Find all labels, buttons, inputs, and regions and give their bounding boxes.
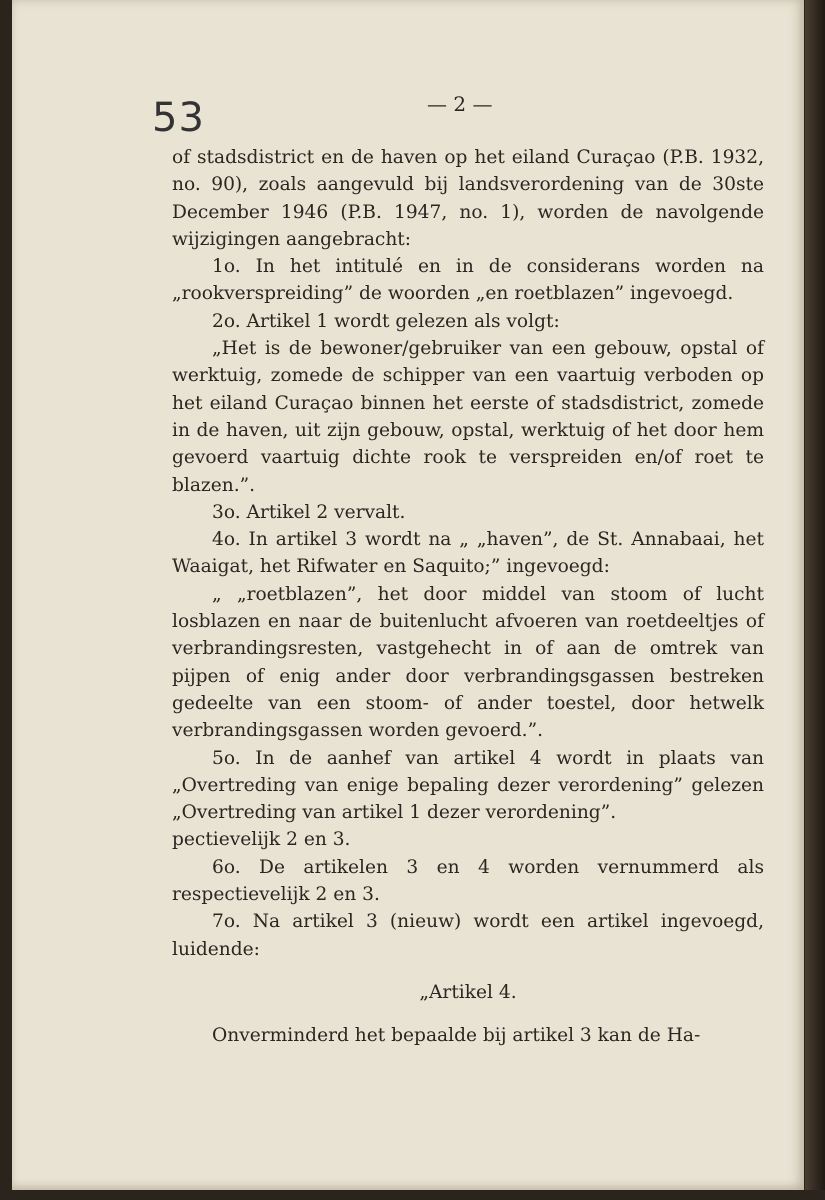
document-page: [12, 0, 804, 1190]
paragraph-item-4: 4o. In artikel 3 wordt na „ „haven”, de St. Annabaai, het Waaigat, het Rifwater en Saquito;” ingevoegd:: [172, 529, 764, 578]
paragraph-article-4-start: Onverminderd het bepaalde bij artikel 3 kan de Ha-: [212, 1025, 701, 1047]
paragraph-quote-roetblazen: „ „roetblazen”, het door middel van stoom of lucht losblazen en naar de buitenlucht afvoeren van roetdeeltjes of verbrandingsresten, vastgehecht in of aan de omtrek van pijpen of enig ander door verbrandingsgassen bestreken gedeelte van een stoom- of ander toestel, door hetwelk verbrandingsgassen worden gevoerd.”.: [172, 583, 764, 742]
paragraph-item-7: 7o. Na artikel 3 (nieuw) wordt een artikel ingevoegd, luidende:: [172, 911, 764, 960]
article-heading: „Artikel 4.: [419, 981, 517, 1003]
paragraph-item-3: 3o. Artikel 2 vervalt.: [212, 501, 406, 523]
paragraph-item-5: 5o. In de aanhef van artikel 4 wordt in plaats van „Overtreding van enige bepaling dezer verordening” gelezen „Overtreding van artikel 1 dezer verordening”.: [172, 747, 764, 824]
paragraph-item-2: 2o. Artikel 1 wordt gelezen als volgt:: [212, 310, 560, 332]
paragraph-quote-artikel-1: „Het is de bewoner/gebruiker van een gebouw, opstal of werktuig, zomede de schipper van een vaartuig verboden op het eiland Curaçao binnen het eerste of stadsdistrict, zomede in de haven, uit zijn gebouw, opstal, werktuig of het door hem gevoerd vaartuig dichte rook te verspreiden en/of roet te blazen.”.: [172, 338, 764, 496]
paragraph-intro: of stadsdistrict en de haven op het eiland Curaçao (P.B. 1932, no. 90), zoals aangevuld bij landsverordening van de 30ste December 1946 (P.B. 1947, no. 1), worden de navolgende wijzigingen aangebracht:: [172, 147, 764, 250]
paragraph-item-1: 1o. In het intitulé en in de considerans worden na „rookverspreiding” de woorden „en roetblazen” ingevoegd.: [172, 256, 764, 305]
page-number: 53: [152, 95, 205, 141]
scan-right-edge: [805, 0, 825, 1200]
paragraph-item-6: 6o. De artikelen 3 en 4 worden vernummerd als respectievelijk 2 en 3.: [172, 856, 764, 906]
scan-bottom-edge: [0, 1190, 825, 1200]
paragraph-stray-line: pectievelijk 2 en 3.: [172, 829, 351, 851]
document-body: [172, 144, 764, 1050]
header-page-indicator: — 2 —: [427, 92, 493, 116]
